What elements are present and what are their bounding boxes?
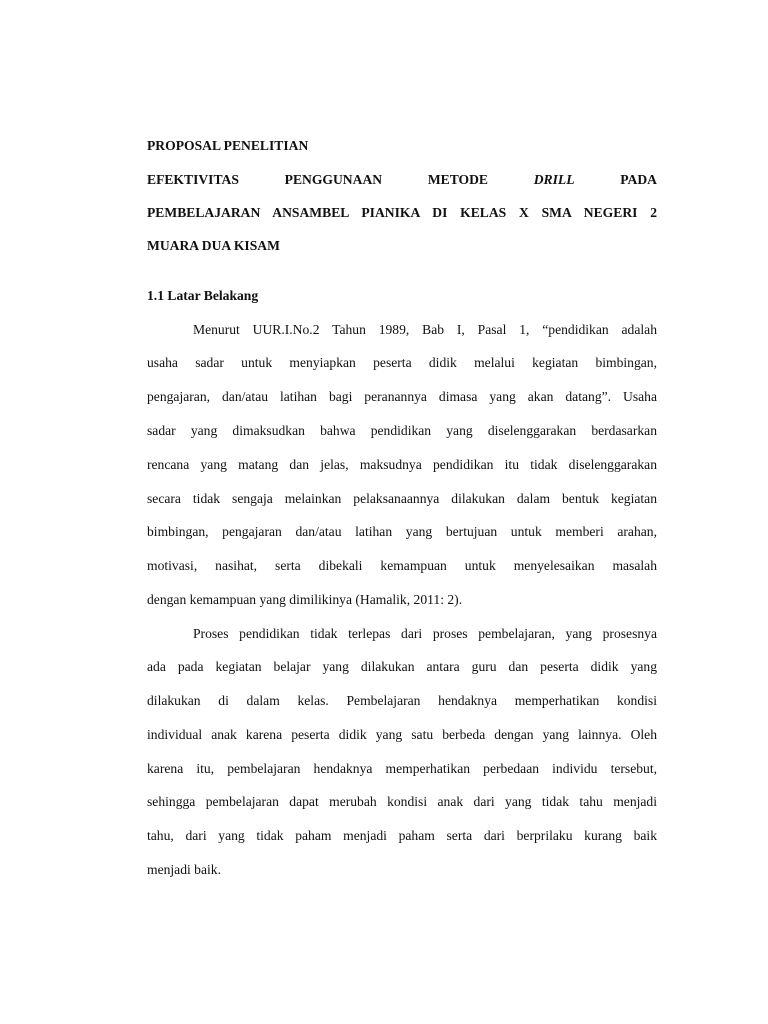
document-page — [147, 136, 657, 893]
title-word: PADA — [620, 171, 657, 187]
paragraph-line: usaha sadar untuk menyiapkan peserta didik melalui kegiatan bimbingan, — [147, 355, 657, 371]
paragraph-line: pengajaran, dan/atau latihan bagi peranannya dimasa yang akan datang”. Usaha — [147, 389, 657, 405]
paragraph-line: Proses pendidikan tidak terlepas dari proses pembelajaran, yang prosesnya — [193, 625, 657, 641]
title-word: METODE — [427, 171, 488, 187]
title-line-3: MUARA DUA KISAM — [147, 237, 280, 253]
paragraph-line: dilakukan di dalam kelas. Pembelajaran hendaknya memperhatikan kondisi — [147, 693, 657, 709]
paragraph-line: individual anak karena peserta didik yang satu berbeda dengan yang lainnya. Oleh — [147, 726, 657, 742]
title-word-italic: DRILL — [533, 171, 575, 187]
paragraph-line: Menurut UUR.I.No.2 Tahun 1989, Bab I, Pasal 1, “pendidikan adalah — [193, 321, 657, 337]
title-line-1 — [147, 170, 657, 203]
section-heading: 1.1 Latar Belakang — [147, 287, 259, 303]
paragraph-line: bimbingan, pengajaran dan/atau latihan yang bertujuan untuk memberi arahan, — [147, 524, 657, 540]
spacer — [147, 269, 657, 286]
title-line-2: PEMBELAJARAN ANSAMBEL PIANIKA DI KELAS X SMA NEGERI 2 — [147, 204, 657, 220]
paragraph-line: tahu, dari yang tidak paham menjadi paham serta dari berprilaku kurang baik — [147, 827, 657, 843]
paragraph-2 — [147, 624, 657, 894]
document-heading: PROPOSAL PENELITIAN — [147, 138, 309, 153]
paragraph-line: sadar yang dimaksudkan bahwa pendidikan yang diselenggarakan berdasarkan — [147, 422, 657, 438]
paragraph-line: karena itu, pembelajaran hendaknya memperhatikan perbedaan individu tersebut, — [147, 760, 657, 776]
paragraph-line: motivasi, nasihat, serta dibekali kemampuan untuk menyelesaikan masalah — [147, 558, 657, 574]
title-word: PENGGUNAAN — [284, 171, 383, 187]
paragraph-line: secara tidak sengaja melainkan pelaksanaannya dilakukan dalam bentuk kegiatan — [147, 490, 657, 506]
title-word: EFEKTIVITAS — [147, 171, 239, 187]
paragraph-line: menjadi baik. — [147, 861, 221, 877]
paragraph-line: dengan kemampuan yang dimilikinya (Hamalik, 2011: 2). — [147, 591, 463, 607]
paragraph-line: ada pada kegiatan belajar yang dilakukan antara guru dan peserta didik yang — [147, 659, 657, 675]
paragraph-line: rencana yang matang dan jelas, maksudnya pendidikan itu tidak diselenggarakan — [147, 456, 657, 472]
paragraph-line: sehingga pembelajaran dapat merubah kondisi anak dari yang tidak tahu menjadi — [147, 794, 657, 810]
paragraph-1 — [147, 320, 657, 624]
